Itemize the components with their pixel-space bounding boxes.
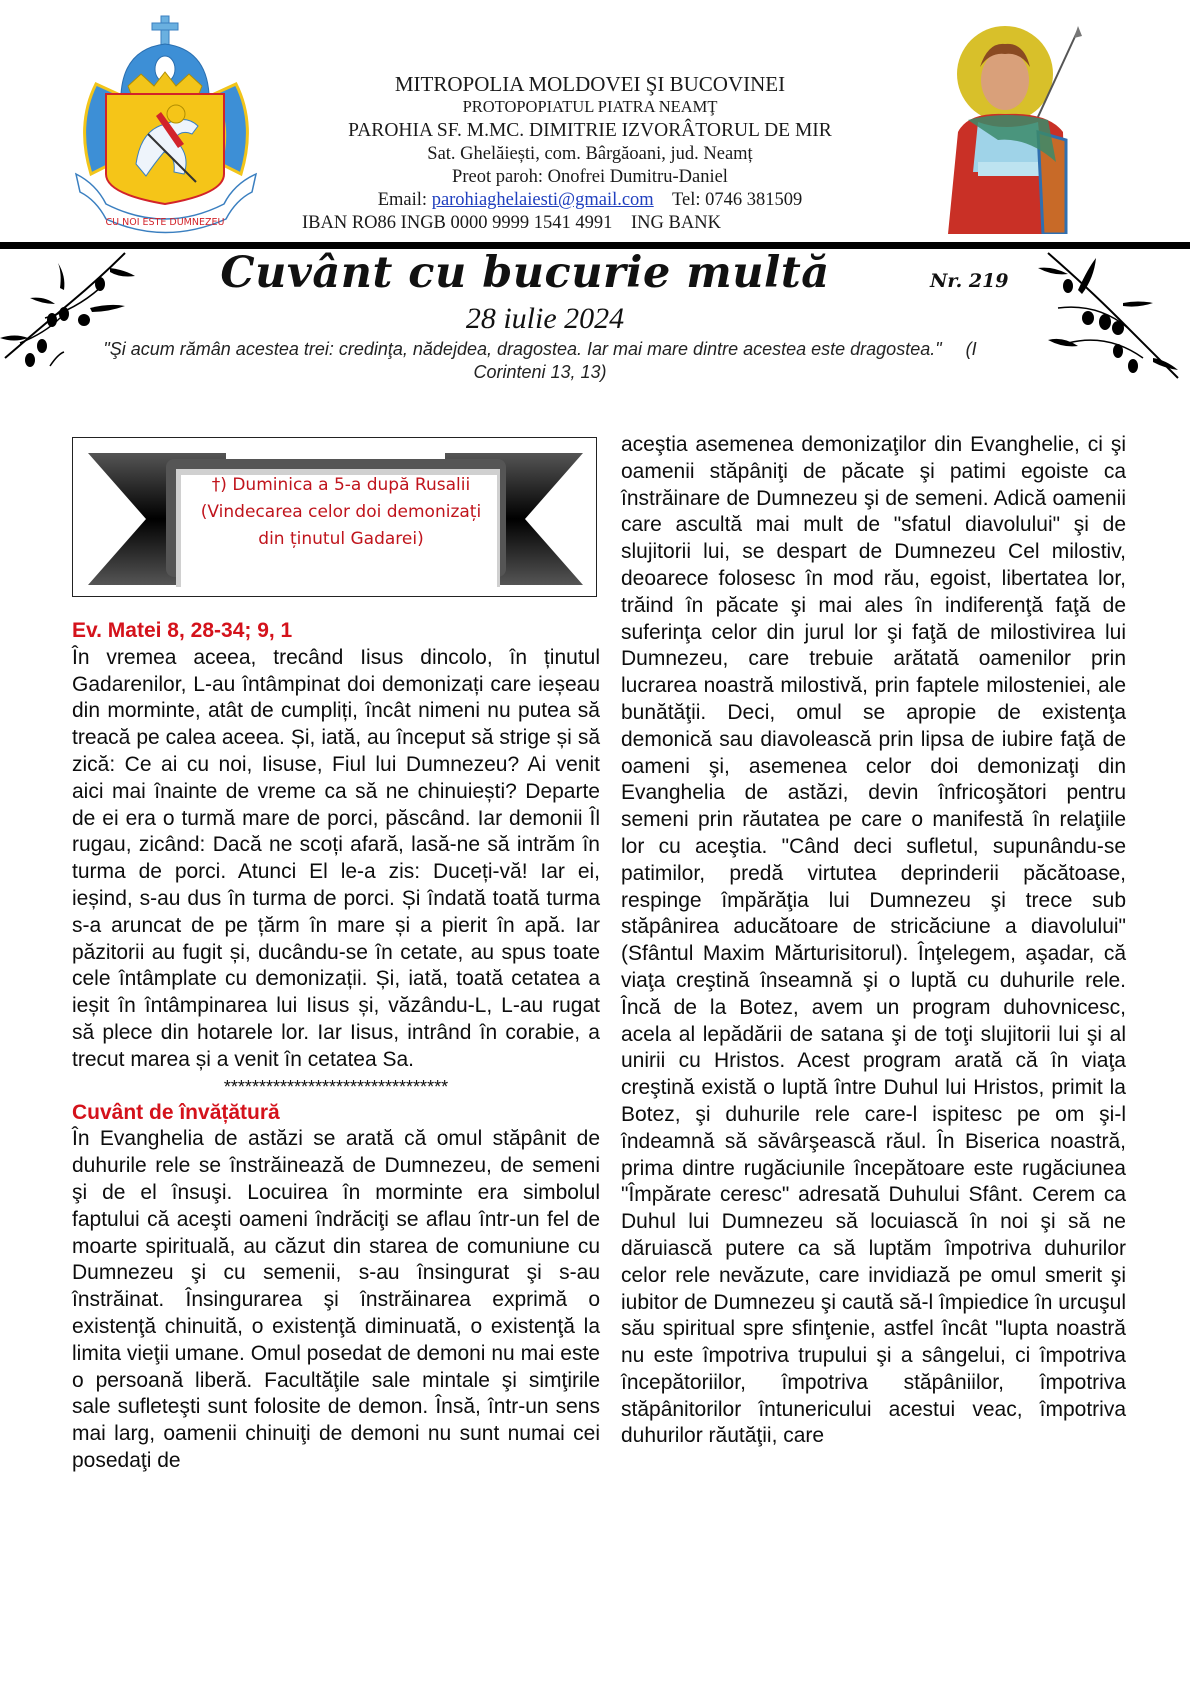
saint-icon-image — [938, 22, 1088, 234]
section-separator: ******************************** — [223, 1076, 449, 1097]
metropolis-name: MITROPOLIA MOLDOVEI ŞI BUCOVINEI — [394, 72, 786, 96]
olive-branch-icon — [1038, 248, 1188, 383]
email-link[interactable]: parohiaghelaiesti@gmail.com — [431, 190, 654, 210]
saint-dimitrie-icon — [938, 22, 1088, 234]
email-label: Email: — [377, 190, 428, 210]
svg-text:CU NOI ESTE DUMNEZEU: CU NOI ESTE DUMNEZEU — [105, 217, 225, 228]
sermon-text-right: aceştia asemenea demonizaţilor din Evanghelie, ci şi oamenii stăpâniţi de păcate şi patimi egoiste ca înstrăinare de Dumnezeu şi de semeni. Adică oamenii care ascultă mai mult de "sfatul diavolului" şi de slujitorii lui, se despart de Dumnezeu Cel milostiv, deoarece folosesc în mod rău, egoist, libertatea lor, trăind în păcate şi mai ales în indiferenţă faţă de suferinţa celor din jurul lor şi faţă de milostivirea lui Dumnezeu, care trebuie arătată oamenilor prin lucrarea noastră milostivă, prin faptele milosteniei, ale bunătăţii. Deci, omul se apropie de existenţa demonică sau diavolească prin lipsa de iubire faţă de oameni şi, asemenea celor doi demonizaţi din Evanghelia de astăzi, devin înfricoşători pentru semeni prin răutatea pe care o manifestă în relaţiile lor cu aceştia. "Când deci sufletul, supunându-se patimilor, predă virtutea deprinderii păcătoase, respinge împărăţia lui Dumnezeu şi trece sub stăpânirea aducătoare de stricăciune a diavolului" (Sfântul Maxim Mărturisitorul). Înţelegem, aşadar, că viaţa creştină înseamnă şi o luptă cu duhurile rele. Încă de la Botez, avem un program duhovnicesc, acela al lepădării de satana şi de toţi slujitorii lui şi al unirii cu Hristos. Acest program arată că în viaţa creştină există o luptă între Duhul lui Hristos, primit la Botez, şi duhurile rele care-l ispitesc pe om şi-l îndeamnă să săvârşească răul. În Biserica noastră, prima dintre rugăciunile începătoare este rugăciunea "Împărate ceresc" adresată Duhului Sfânt. Cerem ca Duhul lui Dumnezeu să locuiască în noi şi să ne dăruiască putere ca să luptăm împotriva duhurilor celor rele nevăzute, care invidiază pe omul smerit şi iubitor de Dumnezeu şi caută să-l împiedice în urcuşul său spiritual spre sfinţenie, astfel încât "lupta noastră nu este împotriva trupului şi a sângelui, ci împotriva începătoriilor, împotriva stăpâniilor, împotriva stăpânitorilor întunericului acestui veac, împotriva duhurilor răutăţii, care — [621, 433, 1126, 1448]
banner-line-2: (Vindecarea celor doi demonizați — [200, 502, 482, 522]
scripture-motto — [100, 338, 980, 384]
parish-header — [290, 72, 890, 235]
banner-line-3: din ținutul Gadarei) — [258, 529, 424, 549]
parish-address: Sat. Ghelăiești, com. Bârgăoani, jud. Neamț — [427, 144, 753, 164]
sunday-banner-text — [186, 472, 496, 553]
motto-reference: (I Corinteni 13, 13) — [473, 339, 977, 382]
gospel-heading: Ev. Matei 8, 28-34; 9, 1 — [72, 619, 293, 642]
bank-line — [290, 212, 890, 235]
right-column — [621, 432, 1126, 1450]
sermon-text-left: În Evanghelia de astăzi se arată că omul stăpânit de duhurile rele se înstrăinează de Dumnezeu, de semeni şi de el însuşi. Locuirea în morminte era simbolul faptului că aceşti oameni îndrăciţi se aflau într-un fel de moarte spirituală, au căzut din starea de comuniune cu Dumnezeu şi cu semenii, s-au însingurat şi s-au înstrăinat. Însingurarea şi înstrăinarea exprimă o existenţă chinuită, o existenţă diminuată, o existenţă la limita vieţii umane. Omul posedat de demoni nu mai este o persoană liberă. Facultăţile sale mintale şi simţirile sale sufleteşti sunt folosite de demon. Însă, într-un sens mai larg, oamenii chinuiţi de demoni nu sunt numai cei posedaţi de — [72, 1127, 600, 1472]
newsletter-title: Cuvânt cu bucurie multă — [220, 248, 830, 298]
gospel-text: În vremea aceea, trecând Iisus dincolo, în ținutul Gadarenilor, L-au întâmpinat doi demonizați care ieșeau din morminte, atât de cumpliți, încât nimeni nu putea să treacă pe calea aceea. Și, iată, au început să strige și să zică: Ce ai cu noi, Iisuse, Fiul lui Dumnezeu? Ai venit aici mai înainte de vreme ca să ne chinuiești? Departe de ei era o turmă mare de porci, păscând. Iar demonii Îl rugau, zicând: Dacă ne scoți afară, lasă-ne să intrăm în turma de porci. Atunci El le-a zis: Duceți-vă! Iar ei, ieșind, s-au dus în turma de porci. Și îndată toată turma s-a aruncat de pe țărm în mare și a pierit în apă. Iar păzitorii au fugit și, ducându-se în cetate, au spus toate cele întâmplate cu demonizații. Și, iată, toată cetatea a ieșit în întâmpinarea lui Iisus și, văzându-L, L-au rugat să plece din hotarele lor. Iar Iisus, intrând în corabie, a trecut marea și a venit în cetatea Sa. — [72, 645, 600, 1071]
parish-name: PAROHIA SF. M.MC. DIMITRIE IZVORÂTORUL DE MIR — [348, 120, 832, 141]
left-column — [72, 618, 600, 1475]
sermon-heading: Cuvânt de învățătură — [72, 1100, 280, 1124]
bank-name: ING BANK — [631, 213, 721, 233]
iban: IBAN RO86 INGB 0000 9999 1541 4991 — [302, 213, 613, 233]
issue-date: 28 iulie 2024 — [465, 302, 625, 335]
protopopiat-name: PROTOPOPIATUL PIATRA NEAMŢ — [462, 97, 718, 116]
banner-line-1: †) Duminica a 5-a după Rusalii — [211, 475, 471, 495]
phone-number: Tel: 0746 381509 — [672, 190, 803, 210]
coat-of-arms-icon — [66, 14, 266, 236]
contact-line — [290, 189, 890, 212]
coat-of-arms-logo — [66, 14, 266, 236]
olive-branch-right — [1038, 248, 1188, 383]
parish-priest: Preot paroh: Onofrei Dumitru-Daniel — [452, 167, 728, 187]
motto-text: "Şi acum rămân acestea trei: credinţa, nădejdea, dragostea. Iar mai mare dintre acestea este dragostea." — [103, 339, 942, 359]
issue-number: Nr. 219 — [930, 270, 1009, 292]
